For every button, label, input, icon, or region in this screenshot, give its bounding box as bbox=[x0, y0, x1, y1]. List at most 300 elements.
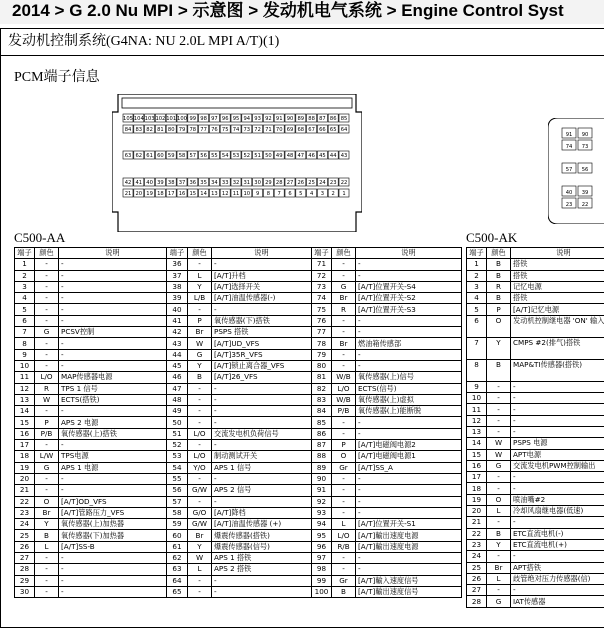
table-row bbox=[167, 564, 312, 575]
table-row bbox=[167, 575, 312, 586]
wire-color: L/O bbox=[332, 383, 356, 394]
connector-pin-label: 25 bbox=[308, 180, 315, 186]
table-row bbox=[467, 438, 604, 449]
table-row bbox=[467, 460, 604, 471]
table-row bbox=[15, 428, 167, 439]
pin-description: - bbox=[212, 440, 312, 451]
table-row bbox=[312, 270, 462, 281]
pin-number: 62 bbox=[167, 553, 188, 564]
connector-pin-label: 98 bbox=[200, 116, 207, 122]
description-header: 说明 bbox=[59, 248, 167, 259]
connector-pin-label: 64 bbox=[341, 127, 348, 133]
pin-number: 17 bbox=[15, 440, 35, 451]
pin-number: 76 bbox=[312, 315, 332, 326]
connector-pin-label: 42 bbox=[125, 180, 132, 186]
pin-description: - bbox=[356, 270, 462, 281]
table-row bbox=[467, 494, 604, 505]
table-row bbox=[312, 315, 462, 326]
connector-pin-label: 10 bbox=[243, 191, 250, 197]
wire-color: - bbox=[35, 259, 59, 270]
wire-color: - bbox=[35, 564, 59, 575]
pin-number: 79 bbox=[312, 349, 332, 360]
table-row bbox=[312, 406, 462, 417]
table-row bbox=[467, 528, 604, 539]
pin-description: 交流发电机负荷信号 bbox=[212, 428, 312, 439]
pin-description: ETC直流电机(+) bbox=[511, 539, 604, 550]
pcm-connector-diagram bbox=[112, 94, 362, 232]
pin-number: 20 bbox=[15, 473, 35, 484]
table-row bbox=[167, 451, 312, 462]
pin-description: [A/T]SS_A bbox=[356, 462, 462, 473]
connector-pin-label: 88 bbox=[308, 116, 315, 122]
pin-description: - bbox=[212, 383, 312, 394]
pin-number: 72 bbox=[312, 270, 332, 281]
connector-pin-label: 51 bbox=[254, 153, 261, 159]
wire-color: L/B bbox=[188, 293, 212, 304]
pin-number: 46 bbox=[167, 372, 188, 383]
pin-description: - bbox=[511, 393, 604, 404]
pin-number: 19 bbox=[15, 462, 35, 473]
pin-description: 交流发电机PWM控制输出 bbox=[511, 460, 604, 471]
table-row bbox=[15, 259, 167, 270]
pin-description: [A/T]35R_VFS bbox=[212, 349, 312, 360]
pin-number: 23 bbox=[15, 507, 35, 518]
wire-color: W bbox=[487, 438, 511, 449]
connector-pin-label: 65 bbox=[330, 127, 337, 133]
wire-color: L bbox=[487, 506, 511, 517]
table-row bbox=[167, 383, 312, 394]
connector-pin-label: 34 bbox=[211, 180, 218, 186]
wire-color: L/O bbox=[188, 451, 212, 462]
table-row bbox=[167, 485, 312, 496]
pin-number: 21 bbox=[467, 517, 487, 528]
pin-number: 28 bbox=[15, 564, 35, 575]
pin-number: 71 bbox=[312, 259, 332, 270]
pin-number: 1 bbox=[15, 259, 35, 270]
pin-description: - bbox=[356, 496, 462, 507]
pin-description: - bbox=[59, 304, 167, 315]
connector-pin-label: 90 bbox=[287, 116, 294, 122]
table-row bbox=[15, 315, 167, 326]
pin-number: 61 bbox=[167, 541, 188, 552]
wire-color: - bbox=[332, 327, 356, 338]
pin-number: 92 bbox=[312, 496, 332, 507]
wire-color: - bbox=[188, 440, 212, 451]
wire-color: W bbox=[35, 394, 59, 405]
wire-color: B bbox=[332, 586, 356, 597]
pin-description: 氧传感器(下)加热器 bbox=[59, 530, 167, 541]
connector-pin-label: 61 bbox=[146, 153, 153, 159]
pin-number: 63 bbox=[167, 564, 188, 575]
connector-lock-tab bbox=[122, 98, 352, 108]
connector-pin-label: 50 bbox=[265, 153, 272, 159]
table-row bbox=[467, 585, 604, 596]
wire-color: B bbox=[487, 270, 511, 281]
connector-pin-label: 74 bbox=[233, 127, 240, 133]
pin-description: ETC直流电机(-) bbox=[511, 528, 604, 539]
pin-description: PSPS 搭铁 bbox=[212, 327, 312, 338]
section-c500-ak: C500-AK bbox=[466, 230, 517, 246]
wire-color: B bbox=[487, 259, 511, 270]
wire-color: W bbox=[188, 553, 212, 564]
connector-pin-label: 33 bbox=[222, 180, 229, 186]
table-row bbox=[467, 573, 604, 584]
pin-description: IAT传感器 bbox=[511, 596, 604, 607]
wire-color: O bbox=[332, 451, 356, 462]
connector-pin-label: 12 bbox=[222, 191, 229, 197]
wire-color: P/B bbox=[35, 428, 59, 439]
table-row bbox=[312, 473, 462, 484]
table-row bbox=[467, 393, 604, 404]
wire-color: Br bbox=[487, 562, 511, 573]
connector-pin-label: 47 bbox=[297, 153, 304, 159]
wire-color: - bbox=[35, 304, 59, 315]
connector-pin-label: 76 bbox=[211, 127, 218, 133]
pin-description: - bbox=[212, 394, 312, 405]
table-row bbox=[15, 519, 167, 530]
table-row bbox=[167, 530, 312, 541]
pin-number: 42 bbox=[167, 327, 188, 338]
connector-pin-label: 101 bbox=[166, 116, 176, 122]
pin-table-aa-3 bbox=[311, 247, 462, 598]
table-row bbox=[167, 270, 312, 281]
pin-description: [A/T]选择开关 bbox=[212, 281, 312, 292]
pin-description: - bbox=[59, 564, 167, 575]
table-row bbox=[312, 304, 462, 315]
wire-color: - bbox=[487, 472, 511, 483]
pin-description: TPS 1 信号 bbox=[59, 383, 167, 394]
wire-color: L/O bbox=[332, 530, 356, 541]
pin-number: 48 bbox=[167, 394, 188, 405]
connector-pin-label: 23 bbox=[330, 180, 337, 186]
pin-number: 9 bbox=[467, 381, 487, 392]
wire-color: - bbox=[188, 304, 212, 315]
table-header-row bbox=[467, 248, 604, 259]
connector-pin-label: 78 bbox=[189, 127, 196, 133]
wire-color: Br bbox=[35, 507, 59, 518]
pin-number: 56 bbox=[167, 485, 188, 496]
pcm-terminal-title: PCM端子信息 bbox=[14, 66, 100, 86]
table-row bbox=[312, 462, 462, 473]
pin-description: [A/T]OD_VFS bbox=[59, 496, 167, 507]
connector-pin-label: 84 bbox=[125, 127, 132, 133]
pin-description: [A/T]升档 bbox=[212, 270, 312, 281]
color-header: 颜色 bbox=[487, 248, 511, 259]
connector-pin-label: 37 bbox=[179, 180, 186, 186]
table-row bbox=[167, 327, 312, 338]
pin-number: 81 bbox=[312, 372, 332, 383]
pin-number: 7 bbox=[15, 327, 35, 338]
connector-pin-label: 40 bbox=[566, 190, 573, 196]
table-row bbox=[15, 564, 167, 575]
wire-color: - bbox=[487, 517, 511, 528]
wire-color: - bbox=[188, 586, 212, 597]
pin-number: 83 bbox=[312, 394, 332, 405]
pin-number: 12 bbox=[15, 383, 35, 394]
pin-description: APT搭铁 bbox=[511, 562, 604, 573]
wire-color: G/W bbox=[188, 485, 212, 496]
section-c500-aa: C500-AA bbox=[14, 230, 65, 246]
connector-pin-label: 67 bbox=[308, 127, 315, 133]
pin-description: - bbox=[356, 553, 462, 564]
table-row bbox=[312, 360, 462, 371]
wire-color: - bbox=[487, 393, 511, 404]
pin-number: 17 bbox=[467, 472, 487, 483]
table-row bbox=[15, 473, 167, 484]
connector-pin-label: 89 bbox=[297, 116, 304, 122]
pin-header: 端子 bbox=[312, 248, 332, 259]
pin-description: APT电源 bbox=[511, 449, 604, 460]
pin-description: [A/T]26_VFS bbox=[212, 372, 312, 383]
pin-number: 24 bbox=[467, 551, 487, 562]
table-row bbox=[467, 315, 604, 337]
table-header-row bbox=[312, 248, 462, 259]
connector-pin-label: 59 bbox=[168, 153, 175, 159]
pin-description: - bbox=[212, 473, 312, 484]
table-row bbox=[312, 394, 462, 405]
pin-description: 燃油箱传感部 bbox=[356, 338, 462, 349]
wire-color: L bbox=[188, 270, 212, 281]
pin-number: 24 bbox=[15, 519, 35, 530]
wire-color: G/W bbox=[188, 519, 212, 530]
wire-color: - bbox=[35, 338, 59, 349]
wire-color: - bbox=[487, 381, 511, 392]
connector-pin-label: 58 bbox=[179, 153, 186, 159]
wire-color: Gr bbox=[332, 462, 356, 473]
pin-number: 9 bbox=[15, 349, 35, 360]
wire-color: Br bbox=[188, 327, 212, 338]
table-row bbox=[167, 315, 312, 326]
table-row bbox=[312, 541, 462, 552]
pin-number: 73 bbox=[312, 281, 332, 292]
wire-color: L bbox=[35, 541, 59, 552]
table-row bbox=[15, 586, 167, 597]
pin-description: - bbox=[356, 564, 462, 575]
breadcrumb: 2014 > G 2.0 Nu MPI > 示意图 > 发动机电气系统 > Engine Control Syst bbox=[0, 0, 604, 24]
table-row bbox=[15, 440, 167, 451]
table-row bbox=[15, 270, 167, 281]
wire-color: O bbox=[35, 496, 59, 507]
pin-description: - bbox=[511, 551, 604, 562]
pin-description: [A/T]电磁阀电源1 bbox=[356, 451, 462, 462]
description-header: 说明 bbox=[356, 248, 462, 259]
wire-color: - bbox=[332, 349, 356, 360]
pin-number: 82 bbox=[312, 383, 332, 394]
pin-description: PSPS 电源 bbox=[511, 438, 604, 449]
wire-color: - bbox=[332, 485, 356, 496]
wire-color: R/B bbox=[332, 541, 356, 552]
pin-number: 38 bbox=[167, 281, 188, 292]
table-row bbox=[312, 575, 462, 586]
pin-number: 5 bbox=[467, 304, 487, 315]
wire-color: - bbox=[332, 496, 356, 507]
wire-color: - bbox=[332, 270, 356, 281]
connector-pin-label: 22 bbox=[341, 180, 348, 186]
wire-color: - bbox=[332, 259, 356, 270]
pin-number: 2 bbox=[467, 270, 487, 281]
description-header: 说明 bbox=[511, 248, 604, 259]
pin-number: 3 bbox=[467, 281, 487, 292]
pin-description: TPS电源 bbox=[59, 451, 167, 462]
pin-description: [A/T]降档 bbox=[212, 507, 312, 518]
table-row bbox=[312, 564, 462, 575]
connector-pin-label: 13 bbox=[211, 191, 218, 197]
wire-color: - bbox=[332, 417, 356, 428]
connector-pin-label: 19 bbox=[146, 191, 153, 197]
pin-number: 99 bbox=[312, 575, 332, 586]
table-row bbox=[467, 359, 604, 381]
table-row bbox=[15, 372, 167, 383]
table-row bbox=[467, 426, 604, 437]
connector-pin-label: 77 bbox=[200, 127, 207, 133]
wire-color: G bbox=[487, 460, 511, 471]
wire-color: - bbox=[35, 406, 59, 417]
connector-pin-label: 63 bbox=[125, 153, 132, 159]
table-row bbox=[467, 304, 604, 315]
table-row bbox=[15, 394, 167, 405]
table-row bbox=[15, 417, 167, 428]
pin-description: [A/T]油温传感器(-) bbox=[212, 293, 312, 304]
pin-number: 27 bbox=[467, 585, 487, 596]
wire-color: G bbox=[35, 327, 59, 338]
pin-number: 13 bbox=[15, 394, 35, 405]
pin-number: 14 bbox=[15, 406, 35, 417]
table-row bbox=[167, 519, 312, 530]
pin-number: 94 bbox=[312, 519, 332, 530]
connector-pin-label: 73 bbox=[243, 127, 250, 133]
pin-number: 49 bbox=[167, 406, 188, 417]
wire-color: - bbox=[332, 360, 356, 371]
table-row bbox=[15, 575, 167, 586]
pin-number: 59 bbox=[167, 519, 188, 530]
pin-number: 54 bbox=[167, 462, 188, 473]
pin-description: - bbox=[212, 406, 312, 417]
wire-color: - bbox=[35, 360, 59, 371]
pin-number: 53 bbox=[167, 451, 188, 462]
table-row bbox=[312, 507, 462, 518]
table-row bbox=[167, 473, 312, 484]
pin-description: 氧传感器(下)搭铁 bbox=[212, 315, 312, 326]
table-row bbox=[15, 553, 167, 564]
table-header-row bbox=[15, 248, 167, 259]
connector-pin-label: 40 bbox=[146, 180, 153, 186]
pin-number: 6 bbox=[467, 315, 487, 337]
table-row bbox=[467, 551, 604, 562]
wire-color: - bbox=[35, 349, 59, 360]
wire-color: - bbox=[35, 440, 59, 451]
wire-color: Y bbox=[487, 539, 511, 550]
table-row bbox=[167, 360, 312, 371]
table-row bbox=[312, 485, 462, 496]
pin-number: 89 bbox=[312, 462, 332, 473]
connector-pin-label: 57 bbox=[566, 167, 573, 173]
pin-description: - bbox=[356, 315, 462, 326]
connector-pin-label: 103 bbox=[145, 116, 155, 122]
pin-number: 26 bbox=[15, 541, 35, 552]
wire-color: L/O bbox=[35, 372, 59, 383]
connector-pin-label: 72 bbox=[254, 127, 261, 133]
wire-color: W bbox=[188, 338, 212, 349]
wire-color: W/B bbox=[332, 372, 356, 383]
wire-color: - bbox=[487, 585, 511, 596]
wire-color: L bbox=[188, 564, 212, 575]
wire-color: W/B bbox=[332, 394, 356, 405]
color-header: 颜色 bbox=[35, 248, 59, 259]
wire-color: - bbox=[35, 293, 59, 304]
pin-number: 8 bbox=[467, 359, 487, 381]
pin-description: - bbox=[511, 426, 604, 437]
pin-number: 98 bbox=[312, 564, 332, 575]
pin-number: 3 bbox=[15, 281, 35, 292]
pin-description: ECTS(信号) bbox=[356, 383, 462, 394]
connector-ak-diagram bbox=[548, 118, 604, 224]
pin-description: [A/T]位置开关-S2 bbox=[356, 293, 462, 304]
table-row bbox=[467, 415, 604, 426]
color-header: 颜色 bbox=[332, 248, 356, 259]
table-row bbox=[312, 451, 462, 462]
pin-number: 21 bbox=[15, 485, 35, 496]
pin-number: 8 bbox=[15, 338, 35, 349]
wire-color: G/O bbox=[188, 507, 212, 518]
table-row bbox=[467, 517, 604, 528]
wire-color: - bbox=[35, 270, 59, 281]
table-row bbox=[167, 507, 312, 518]
wire-color: B bbox=[487, 528, 511, 539]
pin-number: 11 bbox=[15, 372, 35, 383]
pin-number: 36 bbox=[167, 259, 188, 270]
table-row bbox=[467, 281, 604, 292]
pin-number: 41 bbox=[167, 315, 188, 326]
pin-description: - bbox=[212, 304, 312, 315]
pin-number: 100 bbox=[312, 586, 332, 597]
wire-color: R bbox=[487, 281, 511, 292]
pin-description: 爆震传感器(信号) bbox=[212, 541, 312, 552]
table-row bbox=[167, 440, 312, 451]
pin-description: PCSV控制 bbox=[59, 327, 167, 338]
table-row bbox=[15, 349, 167, 360]
pin-description: MAP&TI传感器(搭铁) bbox=[511, 359, 604, 381]
table-row bbox=[167, 338, 312, 349]
pin-table-aa-1 bbox=[14, 247, 167, 598]
connector-pin-label: 20 bbox=[135, 191, 142, 197]
table-row bbox=[312, 530, 462, 541]
pin-description: - bbox=[356, 473, 462, 484]
connector-pin-label: 45 bbox=[319, 153, 326, 159]
pin-number: 18 bbox=[467, 483, 487, 494]
pin-table-ak bbox=[466, 247, 604, 608]
connector-pin-label: 44 bbox=[330, 153, 337, 159]
table-row bbox=[167, 541, 312, 552]
connector-pin-label: 35 bbox=[200, 180, 207, 186]
table-row bbox=[15, 360, 167, 371]
pin-number: 39 bbox=[167, 293, 188, 304]
pin-description: 搭铁 bbox=[511, 293, 604, 304]
connector-pin-label: 36 bbox=[189, 180, 196, 186]
connector-pin-label: 70 bbox=[276, 127, 283, 133]
table-row bbox=[312, 428, 462, 439]
connector-pin-label: 93 bbox=[254, 116, 261, 122]
pin-number: 90 bbox=[312, 473, 332, 484]
pin-description: 歧管绝对压力传感器(信) bbox=[511, 573, 604, 584]
connector-pin-label: 87 bbox=[319, 116, 326, 122]
wire-color: - bbox=[35, 281, 59, 292]
pin-description: [A/T]位置开关-S3 bbox=[356, 304, 462, 315]
wire-color: - bbox=[35, 485, 59, 496]
wire-color: - bbox=[487, 404, 511, 415]
connector-pin-label: 31 bbox=[243, 180, 250, 186]
pin-description: - bbox=[356, 349, 462, 360]
connector-pin-label: 22 bbox=[582, 202, 589, 208]
